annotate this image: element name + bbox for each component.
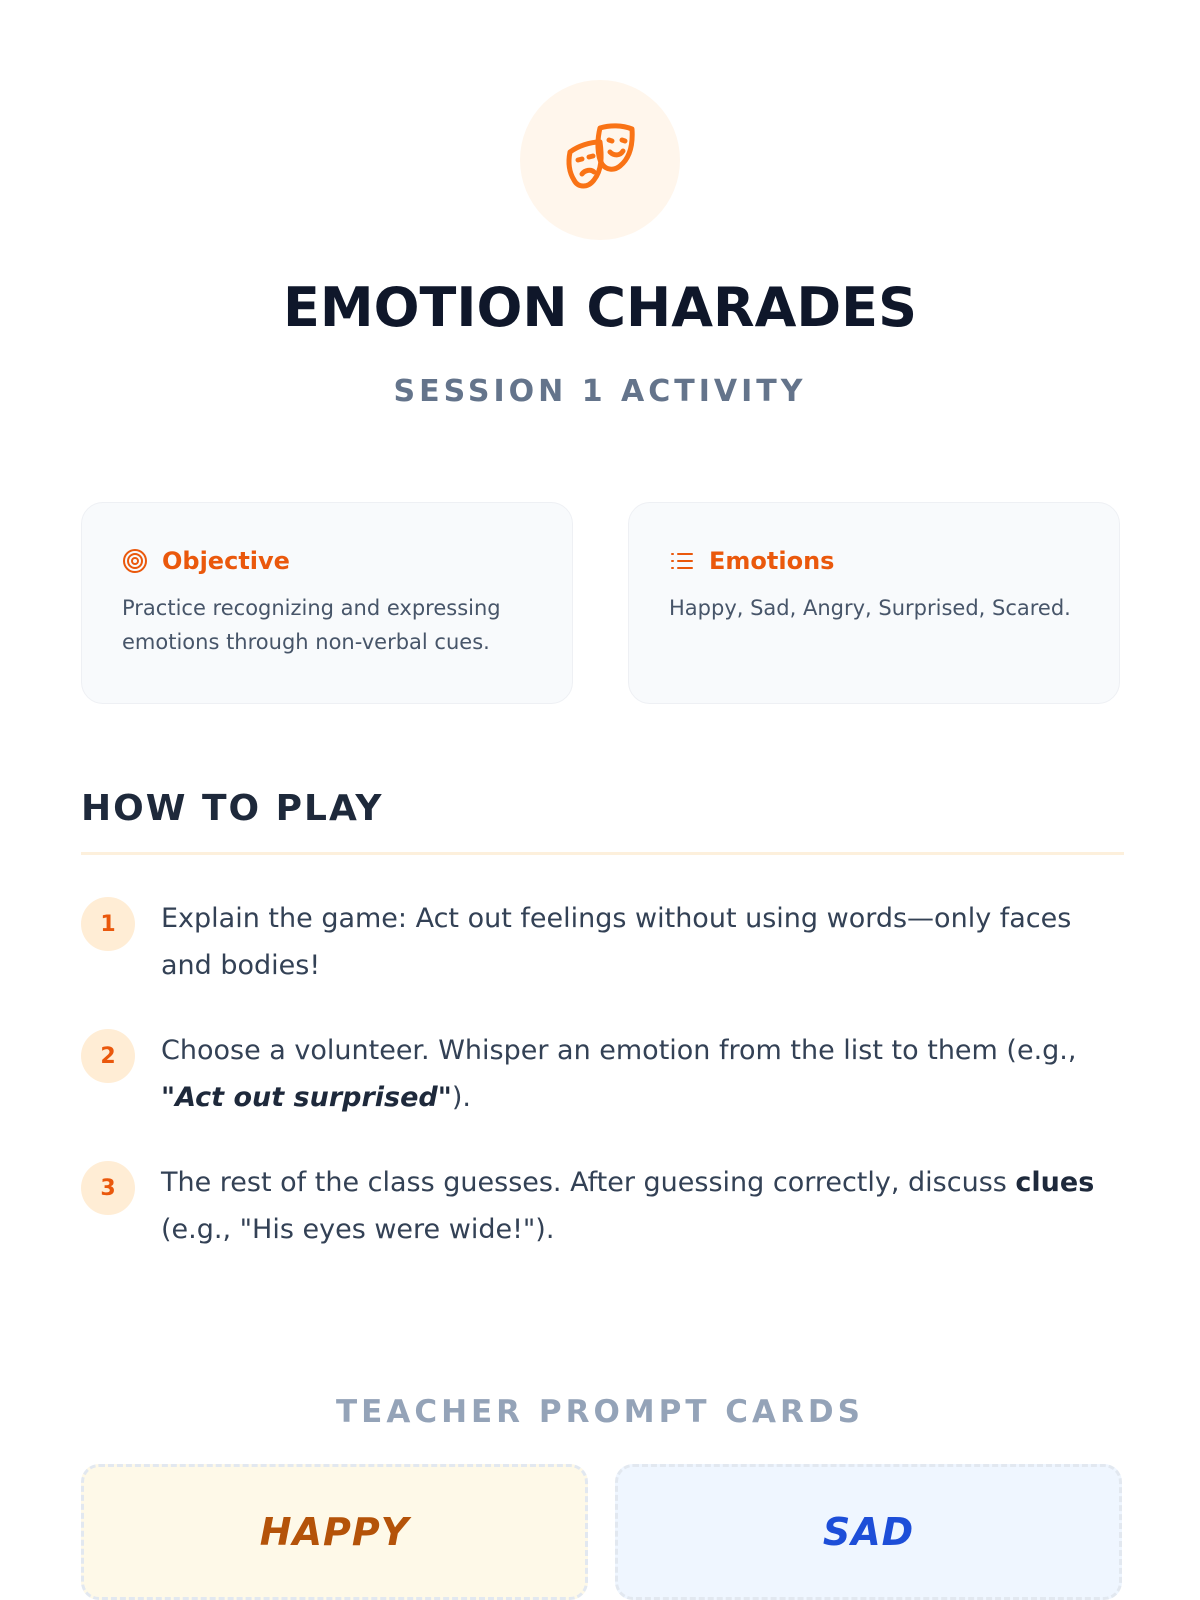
prompt-card-label: HAPPY (259, 1510, 410, 1554)
section-divider (81, 852, 1124, 855)
step-text-part: ). (451, 1082, 471, 1113)
step-text: Explain the game: Act out feelings without using words—only faces and bodies! (161, 903, 1072, 981)
prompt-card-happy[interactable] (81, 1464, 588, 1600)
step-number: 2 (81, 1029, 135, 1083)
objective-card (81, 502, 573, 704)
emotions-card (628, 502, 1120, 704)
hero-icon-badge (520, 80, 680, 240)
objective-card-body: Practice recognizing and expressing emotions through non-verbal cues. (122, 596, 501, 654)
step-item (81, 895, 1124, 989)
prompt-card-sad[interactable] (615, 1464, 1122, 1600)
step-number: 1 (81, 897, 135, 951)
steps-list (81, 895, 1124, 1291)
page-subtitle: SESSION 1 ACTIVITY (393, 374, 807, 409)
emotions-card-body: Happy, Sad, Angry, Surprised, Scared. (669, 596, 1071, 620)
step-keyword: clues (1015, 1167, 1095, 1198)
step-item (81, 1159, 1124, 1253)
step-text-part: Choose a volunteer. Whisper an emotion from the list to them (e.g., (161, 1035, 1077, 1066)
target-icon (122, 548, 148, 574)
step-example-emphasis: "Act out surprised" (161, 1082, 452, 1113)
how-to-play-heading: HOW TO PLAY (81, 788, 384, 829)
step-text (161, 1159, 1101, 1253)
prompt-card-label: SAD (822, 1510, 915, 1554)
list-icon (669, 548, 695, 574)
objective-card-header (122, 547, 532, 575)
objective-card-title: Objective (162, 547, 290, 575)
page-title: EMOTION CHARADES (283, 276, 917, 339)
prompt-cards-heading: TEACHER PROMPT CARDS (336, 1394, 864, 1430)
step-text (161, 1027, 1101, 1121)
emotions-card-title: Emotions (709, 547, 835, 575)
step-number: 3 (81, 1161, 135, 1215)
step-text-part: (e.g., "His eyes were wide!"). (161, 1214, 555, 1245)
emotions-card-header (669, 547, 1079, 575)
theater-masks-icon (560, 120, 640, 200)
step-item (81, 1027, 1124, 1121)
step-text-part: The rest of the class guesses. After guessing correctly, discuss (161, 1167, 1016, 1198)
